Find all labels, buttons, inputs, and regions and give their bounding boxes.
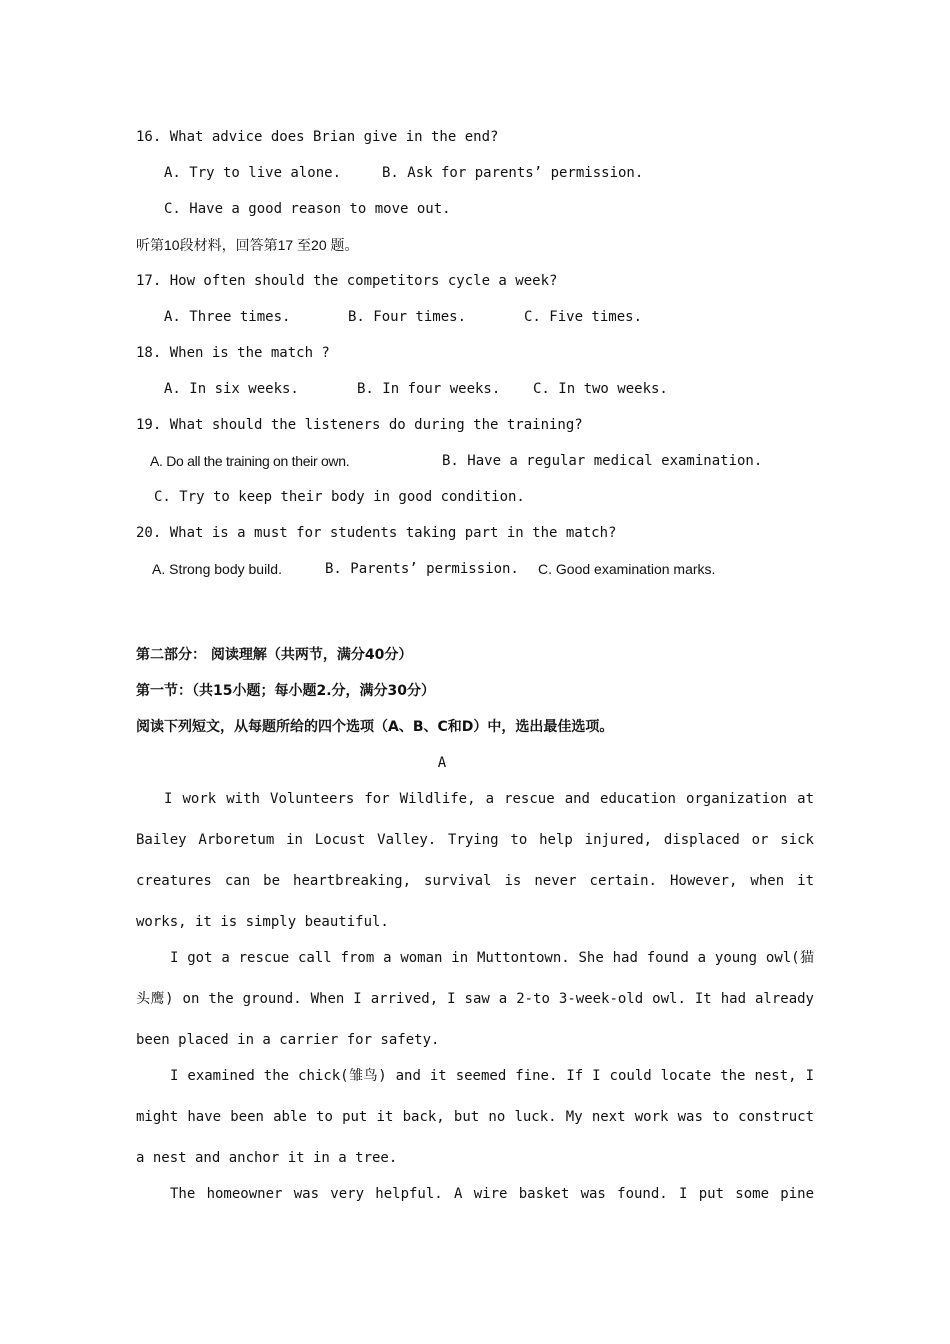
q20-option-b: B. Parents’ permission. (325, 561, 519, 577)
q18-option-b: B. In four weeks. (357, 381, 501, 397)
passage-line: a nest and anchor it in a tree. (136, 1150, 398, 1166)
passage-label: A (437, 755, 447, 771)
q19-stem: 19. What should the listeners do during the training? (136, 417, 583, 433)
passage-line: I examined the chick(雏鸟) and it seemed fine. If I could locate the nest, I (170, 1068, 814, 1084)
q18-option-c: C. In two weeks. (533, 381, 668, 397)
q16-stem: 16. What advice does Brian give in the end? (136, 129, 499, 145)
q16-option-b: B. Ask for parents’ permission. (382, 165, 644, 181)
q17-stem: 17. How often should the competitors cycle a week? (136, 273, 558, 289)
passage-line: The homeowner was very helpful. A wire basket was found. I put some pine (170, 1186, 814, 1202)
reading-instruction: 阅读下列短文，从每题所给的四个选项（A、B、C和D）中，选出最佳选项。 (136, 719, 614, 735)
q20-option-c: C. Good examination marks. (538, 561, 716, 577)
passage-line: creatures can be heartbreaking, survival is never certain. However, when it (136, 873, 814, 889)
q19-option-b: B. Have a regular medical examination. (442, 453, 763, 469)
passage-line: 头鹰) on the ground. When I arrived, I saw a 2-to 3-week-old owl. It had already (136, 991, 814, 1007)
q19-option-c: C. Try to keep their body in good condition. (154, 489, 525, 505)
passage-line: Bailey Arboretum in Locust Valley. Trying to help injured, displaced or sick (136, 832, 814, 848)
q16-option-a: A. Try to live alone. (164, 165, 342, 181)
passage-line: I got a rescue call from a woman in Muttontown. She had found a young owl(猫 (170, 950, 814, 966)
q18-stem: 18. When is the match ? (136, 345, 330, 361)
q18-option-a: A. In six weeks. (164, 381, 299, 397)
passage-line: might have been able to put it back, but no luck. My next work was to construct (136, 1109, 814, 1125)
q20-option-a: A. Strong body build. (152, 561, 282, 577)
passage-line: been placed in a carrier for safety. (136, 1032, 440, 1048)
passage-line: I work with Volunteers for Wildlife, a rescue and education organization at (164, 791, 814, 807)
part-heading: 第二部分： 阅读理解（共两节，满分40分） (136, 647, 413, 663)
q16-option-c: C. Have a good reason to move out. (164, 201, 451, 217)
section-heading: 第一节：（共15小题；每小题2.分，满分30分） (136, 683, 436, 699)
q20-stem: 20. What is a must for students taking part in the match? (136, 525, 617, 541)
q17-option-b: B. Four times. (348, 309, 467, 325)
q19-option-a: A. Do all the training on their own. (150, 453, 350, 469)
q17-option-a: A. Three times. (164, 309, 291, 325)
passage-line: works, it is simply beautiful. (136, 914, 389, 930)
material-note: 听第10段材料，回答第17 至20 题。 (136, 237, 359, 253)
q17-option-c: C. Five times. (524, 309, 643, 325)
